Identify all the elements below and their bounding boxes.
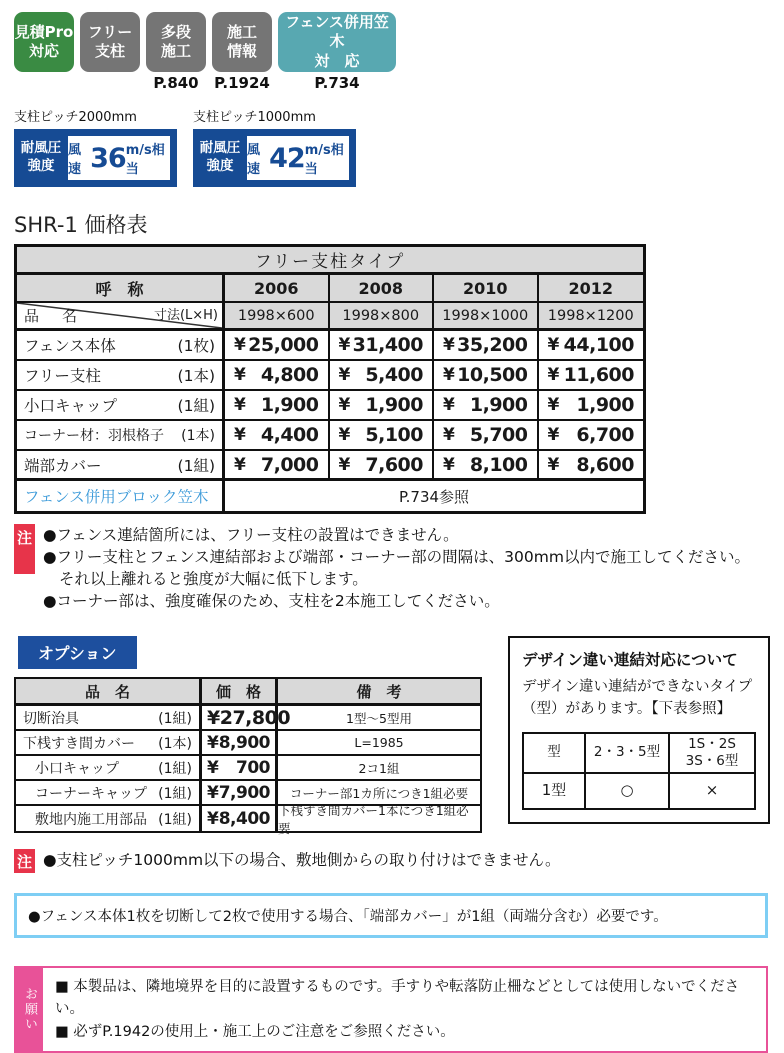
- options-section: [14, 636, 770, 836]
- option-price-cell: ¥ 8,900: [202, 731, 278, 756]
- badge-line: 施工: [160, 42, 191, 60]
- price-cell: ¥ 4,400: [225, 421, 330, 451]
- request-line: ■ 本製品は、隣地境界を目的に設置するものです。手すりや転落防止柵などとしては使用しないでください。: [55, 979, 740, 1018]
- options-column: [14, 636, 482, 836]
- note-badge: 注: [14, 524, 35, 574]
- size-2006: 1998×600: [225, 303, 330, 331]
- request-lines: [43, 968, 766, 1051]
- option-row: [16, 802, 480, 836]
- badge-col-kasagi: [278, 12, 396, 94]
- item-name-cell: 小口キャップ (1組): [17, 391, 225, 421]
- badge-col-construction-info: [212, 12, 272, 94]
- badge-col-multi-tier: [146, 12, 206, 94]
- option-remark-cell: コーナー部1カ所につき1組必要: [278, 781, 480, 806]
- badge-page-ref: P.840: [153, 74, 199, 92]
- option-remark-cell: 下桟すき間カバー1本につき1組必要: [278, 802, 469, 836]
- table-row: [17, 391, 643, 421]
- price-cell: ¥ 4,800: [225, 361, 330, 391]
- option-price-cell: ¥ 7,900: [202, 781, 278, 806]
- wind-speed-value: 風速 42 m/s相当: [247, 136, 349, 180]
- table-sizes-row: [17, 303, 643, 331]
- design-compat-box: [508, 636, 770, 824]
- price-cell: ¥ 5,700: [434, 421, 539, 451]
- table-row: [17, 361, 643, 391]
- price-cell: ¥ 5,400: [330, 361, 435, 391]
- badge-col-mitsumori: [14, 12, 74, 94]
- price-cell: ¥ 1,900: [434, 391, 539, 421]
- block-kasagi-link: フェンス併用ブロック笠木: [17, 481, 225, 511]
- size-2010: 1998×1000: [434, 303, 539, 331]
- option-price-cell: ¥ 700: [202, 756, 278, 781]
- price-cell: ¥ 35,200: [434, 331, 539, 361]
- table-row: [17, 331, 643, 361]
- post-pitch-label: 支柱ピッチ2000mm: [14, 110, 137, 125]
- badge-line: 見積Pro: [14, 22, 74, 41]
- col-2012: 2012: [539, 275, 644, 303]
- note2-block: [14, 849, 770, 873]
- badge-line: 多段: [160, 22, 191, 41]
- design-table-header: [524, 734, 754, 774]
- price-cell: ¥ 1,900: [330, 391, 435, 421]
- note-line: ●フェンス連結箇所には、フリー支柱の設置はできません。: [43, 526, 459, 544]
- badge-line: フェンス併用笠木: [285, 12, 389, 51]
- badge-line: フリー: [87, 22, 133, 41]
- badge-page-ref: P.734: [314, 74, 360, 92]
- note-line: ●フリー支柱とフェンス連結部および端部・コーナー部の間隔は、300mm以内で施工してください。: [43, 548, 750, 566]
- dt-ng-mark: ×: [705, 781, 719, 800]
- option-price-cell: ¥ 27,800: [202, 706, 278, 731]
- diagonal-header-cell: [17, 303, 225, 331]
- price-cell: ¥ 25,000: [225, 331, 330, 361]
- dt-type-1: 1型: [524, 774, 586, 808]
- badge-line: 支柱: [94, 42, 125, 60]
- corner-label-name: 品 名: [24, 307, 82, 325]
- option-name-cell: コーナーキャップ (1組): [16, 781, 202, 806]
- size-2008: 1998×800: [330, 303, 435, 331]
- wind-badge-label: 耐風圧 強度: [199, 140, 241, 174]
- note-badge: 注: [14, 849, 35, 873]
- dt-col-s-types: 1S・2S 3S・6型: [670, 734, 754, 774]
- option-row: [16, 756, 480, 781]
- item-name-cell: フェンス本体 (1枚): [17, 331, 225, 361]
- construction-info-badge: [212, 12, 272, 72]
- size-2012: 1998×1200: [539, 303, 644, 331]
- options-badge: オプション: [18, 636, 137, 669]
- request-line: ■ 必ずP.1942の使用上・施工上のご注意をご参照ください。: [55, 1023, 455, 1040]
- design-box-body: デザイン違い連結ができないタイプ（型）があります。【下表参照】: [522, 679, 753, 717]
- badge-line: 対 応: [314, 51, 360, 70]
- price-cell: ¥ 7,000: [225, 451, 330, 481]
- col-2008: 2008: [330, 275, 435, 303]
- option-remark-cell: L=1985: [278, 731, 480, 756]
- dt-ok-mark: ○: [586, 774, 670, 808]
- col-2010: 2010: [434, 275, 539, 303]
- note-lines: [43, 524, 750, 612]
- fence-kasagi-badge: [278, 12, 396, 72]
- request-box: [14, 966, 768, 1053]
- table-columns-row: [17, 275, 643, 303]
- corner-label-size: 寸法(L×H): [153, 308, 218, 323]
- table-row: [17, 421, 643, 451]
- opt-col-name: 品 名: [16, 679, 202, 706]
- notes-block: [14, 524, 770, 612]
- item-name-cell: 端部カバー (1組): [17, 451, 225, 481]
- option-name-cell: 切断治具 (1組): [16, 706, 202, 731]
- price-cell: ¥ 1,900: [539, 391, 644, 421]
- options-table: [14, 677, 482, 836]
- cut-info-box: ●フェンス本体1枚を切断して2枚で使用する場合、「端部カバー」が1組（両端分含む）必要です。: [14, 893, 768, 938]
- free-post-badge: [80, 12, 140, 72]
- price-cell: ¥ 7,600: [330, 451, 435, 481]
- option-remark-cell: 1型～5型用: [278, 706, 480, 731]
- col-header-label: 呼 称: [17, 275, 225, 303]
- option-row: [16, 706, 480, 731]
- wind-badge-42: [193, 129, 356, 187]
- design-box-title: デザイン違い連結対応について: [522, 651, 738, 669]
- wind-speed-value: 風速 36 m/s相当: [68, 136, 170, 180]
- table-footer-row: [17, 481, 643, 511]
- price-cell: ¥ 44,100: [539, 331, 644, 361]
- dt-col-235: 2・3・5型: [586, 734, 670, 774]
- type-header: フリー支柱タイプ: [17, 247, 643, 275]
- note-line: それ以上離れると強度が大幅に低下します。: [59, 570, 368, 588]
- opt-col-remark: 備 考: [278, 679, 480, 706]
- note-line: ●コーナー部は、強度確保のため、支柱を2本施工してください。: [43, 592, 500, 610]
- wind-group-1000: [193, 106, 356, 187]
- table-row: [17, 451, 643, 481]
- price-table: [14, 244, 646, 514]
- opt-col-price: 価 格: [202, 679, 278, 706]
- dt-col-type: 型: [524, 734, 586, 774]
- wind-badge-36: [14, 129, 177, 187]
- options-header-row: [16, 679, 480, 706]
- col-2006: 2006: [225, 275, 330, 303]
- multi-tier-badge: [146, 12, 206, 72]
- price-cell: ¥ 6,700: [539, 421, 644, 451]
- price-cell: ¥ 10,500: [434, 361, 539, 391]
- post-pitch-label: 支柱ピッチ1000mm: [193, 110, 316, 125]
- option-name-cell: 下桟すき間カバー (1本): [16, 731, 202, 756]
- wind-group-2000: [14, 106, 177, 187]
- item-name-cell: コーナー材：羽根格子 (1本): [17, 421, 225, 451]
- price-cell: ¥ 1,900: [225, 391, 330, 421]
- request-label: お願い: [16, 968, 43, 1051]
- wind-badge-label: 耐風圧 強度: [20, 140, 62, 174]
- price-cell: ¥ 11,600: [539, 361, 644, 391]
- design-table-row: [524, 774, 754, 808]
- option-row: [16, 731, 480, 756]
- design-compat-table: [522, 732, 756, 810]
- badge-col-free-post: [80, 12, 140, 94]
- wind-resistance-row: [14, 106, 770, 187]
- price-cell: ¥ 8,600: [539, 451, 644, 481]
- price-cell: ¥ 5,100: [330, 421, 435, 451]
- mitsumori-pro-badge: [14, 12, 74, 72]
- badge-line: 対応: [28, 42, 59, 60]
- badge-line: 施工: [226, 22, 257, 41]
- table-type-header-row: [17, 247, 643, 275]
- option-name-cell: 敷地内施工用部品 (1組): [16, 806, 202, 831]
- badge-page-ref: P.1924: [214, 74, 270, 92]
- option-price-cell: ¥ 8,400: [202, 806, 278, 831]
- note2-text: ●支柱ピッチ1000mm以下の場合、敷地側からの取り付けはできません。: [43, 851, 561, 869]
- page-title: SHR-1 価格表: [14, 213, 148, 237]
- option-remark-cell: 2コ1組: [278, 756, 480, 781]
- price-cell: ¥ 8,100: [434, 451, 539, 481]
- badge-line: 情報: [226, 42, 257, 60]
- item-name-cell: フリー支柱 (1本): [17, 361, 225, 391]
- feature-badges-row: [14, 12, 770, 94]
- option-name-cell: 小口キャップ (1組): [16, 756, 202, 781]
- page-reference: P.734参照: [398, 487, 470, 506]
- price-cell: ¥ 31,400: [330, 331, 435, 361]
